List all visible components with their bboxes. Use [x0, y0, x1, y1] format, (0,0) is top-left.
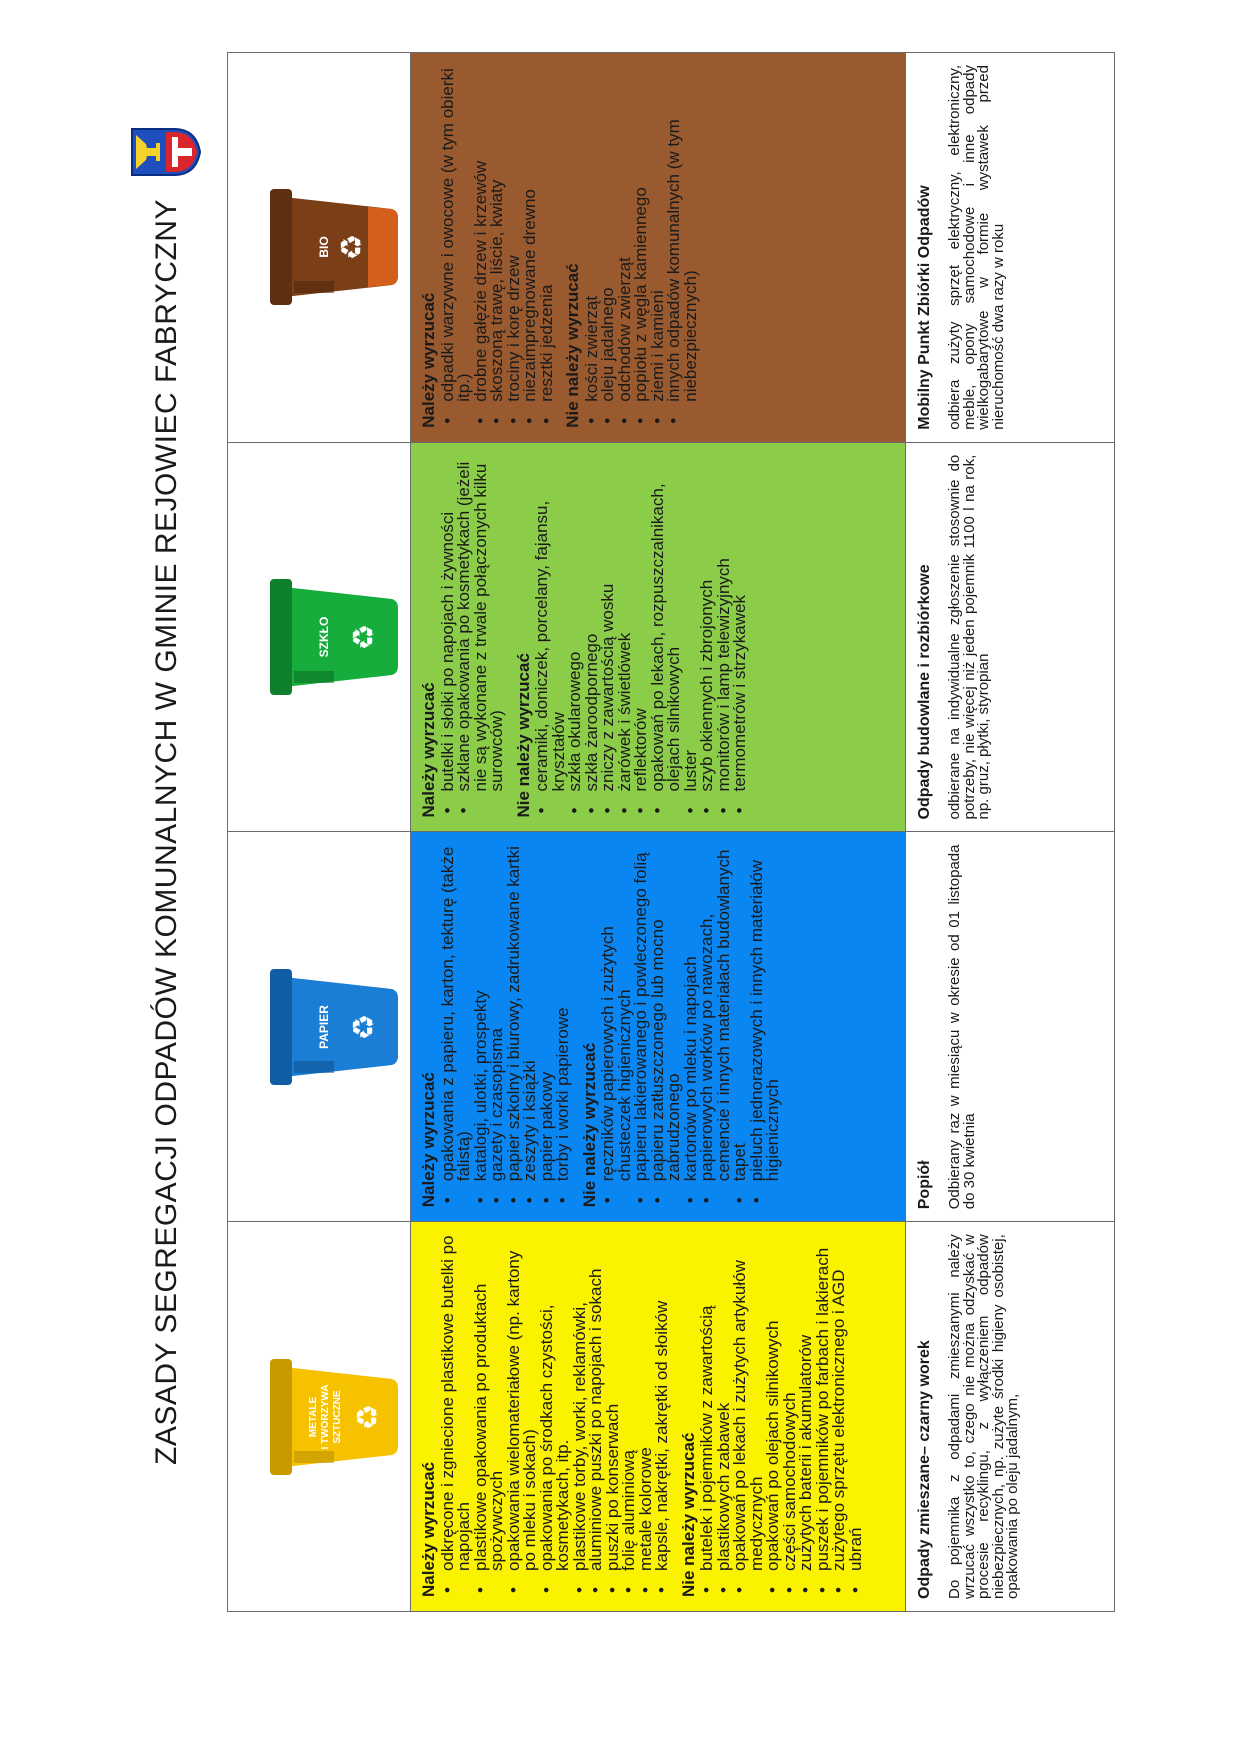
list-item: • opakowania wielomateriałowe (np. kartony po mleku i sokach) [506, 1232, 539, 1597]
denied-title: Nie należy wyrzucać [563, 263, 582, 428]
list-item: • puszek i pojemników po farbach i lakierach [815, 1232, 832, 1597]
list-item: • szkła okularowego [567, 453, 584, 818]
list-item: • oleju jadalnego [600, 63, 617, 428]
list-item: • butelki i słoiki po napojach i żywności [440, 453, 457, 818]
glass-bin-icon [250, 567, 400, 707]
list-item: • pieluch jednorazowych i innych materiałów higienicznych [749, 843, 782, 1208]
list-item: • skoszoną trawę, liście, kwiaty [489, 63, 506, 428]
list-item: • butelek i pojemników z zawartością [699, 1232, 716, 1597]
list-item: • papierowych worków po nawozach, cemencie i innych materiałach budowlanych [699, 843, 732, 1208]
list-item: • niezaimpregnowane drewno [522, 63, 539, 428]
rotated-poster [142, 52, 1082, 1612]
svg-text:PAPIER: PAPIER [317, 1004, 331, 1049]
info-title: Odpady budowlane i rozbiórkowe [916, 564, 933, 820]
denied-list [534, 453, 749, 818]
list-item: • opakowań po lekach, rozpuszczalnikach, olejach silnikowych [650, 453, 683, 818]
list-item: • zeszyty i książki [522, 843, 539, 1208]
list-item: • ręczników papierowych i zużytych chusteczek higienicznych [600, 843, 633, 1208]
denied-title: Nie należy wyrzucać [513, 653, 533, 818]
svg-text:METALE: METALE [308, 1396, 319, 1437]
list-cell-glass [411, 442, 906, 832]
info-text: odbierane na indywidualne zgłoszenie stosownie do potrzeby, nie więcej niż jeden pojemnik 1100 l na rok, np. gruz, płytki, styropian [946, 454, 992, 820]
list-item: • gazety i czasopisma [489, 843, 506, 1208]
plastic-metal-bin-icon [250, 1347, 400, 1487]
list-item: • innych odpadów komunalnych (w tym niebezpiecznych) [666, 63, 699, 428]
allowed-list [437, 453, 506, 818]
list-item: • torby i worki papierowe [555, 843, 572, 1208]
svg-text:♻: ♻ [335, 233, 370, 261]
info-title: Mobilny Punkt Zbiórki Odpadów [916, 185, 933, 430]
list-item: • zniczy z zawartością wosku [600, 453, 617, 818]
info-text: Do pojemnika z odpadami zmieszanymi należy wrzucać wszystko to, czego nie można odzyskać w procesie recyklingu, z wyłączeniem odpadów niebezpiecznych, np. zużyte środki higieny osobistej, opakowania po oleju jadalnym, [946, 1234, 1021, 1599]
list-item: • plastikowe opakowania po produktach spożywczych [473, 1232, 506, 1597]
allowed-list [437, 843, 572, 1208]
allowed-title: Należy wyrzucać [419, 1072, 438, 1208]
list-item: • opakowania z papieru, karton, tekturę (także falistą) [440, 843, 473, 1208]
bins-row [228, 53, 411, 1612]
allowed-list [437, 63, 556, 428]
svg-text:BIO: BIO [317, 236, 331, 259]
list-item: • popiołu z węgla kamiennego [633, 63, 650, 428]
page-title: ZASADY SEGREGACJI ODPADÓW KOMUNALNYCH W GMINIE REJOWIEC FABRYCZNY [150, 199, 183, 1465]
list-item: • opakowań po lekach i zużytych artykułów medycznych [732, 1232, 765, 1597]
list-item: • szkła żaroodpornego [584, 453, 601, 818]
info-cell-mixed-waste [906, 1222, 1115, 1612]
list-item: • ziemi i kamieni [650, 63, 667, 428]
list-item: • kości zwierząt [584, 63, 601, 428]
info-text: Odbierany raz w miesiącu w okresie od 01 listopada do 30 kwietnia [946, 844, 978, 1210]
list-item: • zużytych baterii i akumulatorów [798, 1232, 815, 1597]
list-item: • kapsle, nakrętki, zakrętki od słoików [654, 1232, 671, 1597]
list-item: • ubrań [848, 1232, 865, 1597]
list-item: • trociny i korę drzew [506, 63, 523, 428]
svg-text:♻: ♻ [347, 623, 382, 651]
allowed-list [437, 1232, 671, 1597]
list-item: • folię aluminiową [621, 1232, 638, 1597]
list-item: • odchodów zwierząt [617, 63, 634, 428]
list-item: • plastikowych zabawek [716, 1232, 733, 1597]
list-item: • żarówek i świetlówek [617, 453, 634, 818]
list-cell-bio [411, 53, 906, 443]
list-item: • puszki po konserwach [605, 1232, 622, 1597]
info-title: Odpady zmieszane– czarny worek [916, 1340, 933, 1599]
list-item: • termometrów i strzykawek [732, 453, 749, 818]
list-item: • szklane opakowania po kosmetykach (jeżeli nie są wykonane z trwale połączonych kilku surowców) [456, 453, 506, 818]
info-cell-construction-waste [906, 442, 1115, 832]
list-cell-paper [411, 832, 906, 1222]
list-item: • plastikowe torby, worki, reklamówki, [572, 1232, 589, 1597]
list-item: • opakowania po środkach czystości, kosmetykach, itp. [539, 1232, 572, 1597]
denied-list [699, 1232, 864, 1597]
list-item: • opakowań po olejach silnikowych [765, 1232, 782, 1597]
info-title: Popiół [916, 1160, 933, 1210]
info-row [906, 53, 1115, 1612]
denied-title: Nie należy wyrzucać [678, 1432, 698, 1597]
list-item: • zużytego sprzętu elektronicznego i AGD [831, 1232, 848, 1597]
segregation-table [227, 52, 1115, 1612]
allowed-title: Należy wyrzucać [419, 292, 438, 428]
info-cell-ash [906, 832, 1115, 1222]
list-item: • papieru lakierowanego i powleczonego folią [633, 843, 650, 1208]
list-item: • szyb okiennych i zbrojonych [699, 453, 716, 818]
coat-of-arms-icon [130, 127, 202, 177]
bin-cell-bio [228, 53, 411, 443]
list-item: • odkręcone i zgniecione plastikowe butelki po napojach [440, 1232, 473, 1597]
denied-list [600, 843, 782, 1208]
list-item: • tapet [732, 843, 749, 1208]
denied-list [581, 63, 700, 428]
list-item: • ceramiki, doniczek, porcelany, fajansu, kryształów [534, 453, 567, 818]
list-item: • katalogi, ulotki, prospekty [473, 843, 490, 1208]
svg-text:I TWORZYWA: I TWORZYWA [320, 1384, 331, 1450]
svg-text:SZKŁO: SZKŁO [317, 616, 331, 658]
list-item: • resztki jedzenia [539, 63, 556, 428]
list-item: • metale kolorowe [638, 1232, 655, 1597]
list-item: • drobne gałęzie drzew i krzewów [473, 63, 490, 428]
list-item: • aluminiowe puszki po napojach i sokach [588, 1232, 605, 1597]
allowed-title: Należy wyrzucać [419, 682, 438, 818]
denied-title: Nie należy wyrzucać [579, 1042, 599, 1208]
info-cell-mobile-point [906, 53, 1115, 443]
bin-cell-glass [228, 442, 411, 832]
list-cell-plastic [411, 1222, 906, 1612]
list-item: • odpadki warzywne i owocowe (w tym obierki itp.) [440, 63, 473, 428]
svg-text:SZTUCZNE: SZTUCZNE [332, 1389, 343, 1444]
list-item: • reflektorów [633, 453, 650, 818]
bio-bin-icon [250, 177, 400, 317]
paper-bin-icon [250, 957, 400, 1097]
list-item: • papier pakowy [539, 843, 556, 1208]
list-item: • części samochodowych [782, 1232, 799, 1597]
list-item: • kartonów po mleku i napojach [683, 843, 700, 1208]
svg-text:♻: ♻ [347, 1013, 382, 1041]
list-item: • papieru zatłuszczonego lub mocno zabrudzonego [650, 843, 683, 1208]
svg-text:♻: ♻ [351, 1403, 386, 1431]
bin-cell-paper [228, 832, 411, 1222]
list-item: • luster [683, 453, 700, 818]
list-item: • monitorów i lamp telewizyjnych [716, 453, 733, 818]
lists-row [411, 53, 906, 1612]
list-item: • papier szkolny i biurowy, zadrukowane kartki [506, 843, 523, 1208]
allowed-title: Należy wyrzucać [419, 1461, 438, 1597]
info-text: odbiera zużyty sprzęt elektryczny, elektroniczny, meble, opony samochodowe i inne odpady wielkogabarytowe w formie wystawek przed nieruchomość dwa razy w roku [946, 65, 1007, 430]
bin-cell-plastic [228, 1222, 411, 1612]
